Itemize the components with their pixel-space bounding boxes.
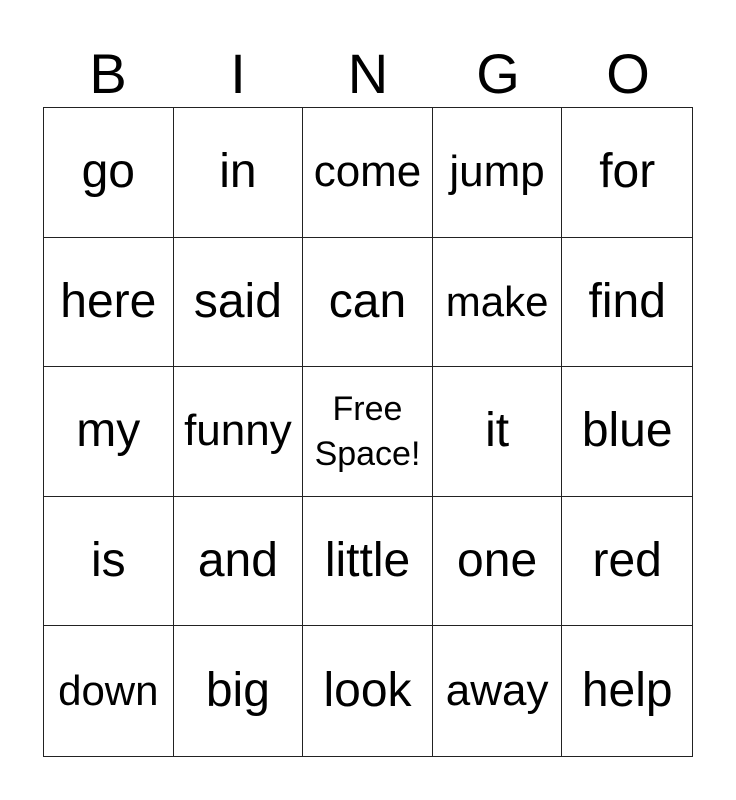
bingo-cell[interactable]: help [581, 664, 673, 718]
bingo-cell[interactable]: for [562, 108, 692, 238]
bingo-cell[interactable]: is [44, 497, 174, 627]
bingo-cell[interactable]: down [44, 626, 174, 756]
free-space-cell[interactable]: Free Space! [303, 367, 433, 497]
bingo-cell[interactable]: come [303, 108, 433, 238]
bingo-cell[interactable]: can [303, 238, 433, 368]
bingo-cell[interactable]: said [174, 238, 304, 368]
bingo-cell[interactable]: make [433, 238, 563, 368]
bingo-cell[interactable]: funny [174, 367, 304, 497]
header-letter-g: G [476, 42, 520, 105]
bingo-cell[interactable]: find [562, 238, 692, 368]
header-letter-n: N [347, 42, 389, 105]
bingo-cell[interactable]: away [433, 626, 563, 756]
bingo-cell[interactable]: go [44, 108, 174, 238]
bingo-cell[interactable]: jump [433, 108, 563, 238]
bingo-cell[interactable]: here [44, 238, 174, 368]
bingo-cell[interactable]: my [44, 367, 174, 497]
header-letter-i: I [230, 42, 246, 105]
bingo-cell[interactable]: red [562, 497, 692, 627]
bingo-cell[interactable]: it [433, 367, 563, 497]
bingo-cell[interactable]: in [174, 108, 304, 238]
bingo-cell[interactable]: look [303, 626, 433, 756]
header-letter-o: O [606, 42, 650, 105]
bingo-board [43, 107, 693, 757]
header-letter-b: B [89, 42, 127, 105]
bingo-cell[interactable]: big [174, 626, 304, 756]
bingo-cell[interactable]: and [174, 497, 304, 627]
bingo-cell[interactable]: little [303, 497, 433, 627]
bingo-cell[interactable]: blue [562, 367, 692, 497]
bingo-cell[interactable]: one [433, 497, 563, 627]
bingo-header [43, 40, 693, 108]
